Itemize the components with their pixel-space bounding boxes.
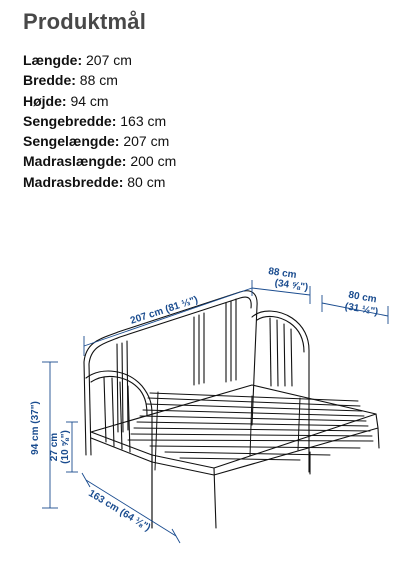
dim-bed-height-cm-label: 27 cm: [49, 432, 60, 462]
spec-width: [23, 70, 176, 90]
spec-label: Madraslængde:: [23, 153, 127, 170]
daybed-illustration: [84, 291, 379, 528]
spec-label: Bredde:: [23, 72, 76, 89]
page-title: Produktmål: [23, 9, 147, 34]
spec-value: 207 cm: [119, 133, 170, 150]
dim-bed-height-in-label: (10 ⅝"): [60, 430, 71, 464]
dim-width-in-label: (34 ⅝"): [273, 277, 309, 294]
spec-label: Sengebredde:: [23, 112, 117, 129]
spec-list: [23, 50, 176, 192]
spec-mattress-length: [23, 151, 176, 171]
spec-bed-width: [23, 111, 176, 131]
spec-label: Madrasbredde:: [23, 173, 124, 190]
dim-bed-width-label: 163 cm (64 ⅛"): [86, 488, 153, 534]
dim-mattress-width-in-label: (31 ½"): [343, 301, 379, 318]
dim-width-cm-label: 88 cm: [267, 266, 298, 281]
spec-value: 80 cm: [123, 173, 166, 190]
spec-value: 200 cm: [126, 153, 177, 170]
dim-length-label: 207 cm (81 ⅓"): [129, 294, 200, 327]
spec-value: 163 cm: [116, 112, 167, 129]
dim-height-label: 94 cm (37"): [30, 401, 41, 455]
spec-value: 94 cm: [66, 92, 109, 109]
spec-length: [23, 50, 176, 70]
spec-height: [23, 91, 176, 111]
spec-bed-length: [23, 131, 176, 151]
spec-mattress-width: [23, 172, 176, 192]
bed-slats: [128, 392, 373, 470]
daybed-dimension-drawing: [0, 240, 414, 575]
spec-value: 207 cm: [82, 52, 132, 68]
spec-label: Længde:: [23, 52, 83, 68]
spec-label: Højde:: [23, 92, 67, 109]
spec-label: Sengelængde:: [23, 133, 120, 150]
back-rail: [84, 291, 257, 455]
dim-mattress-width-cm-label: 80 cm: [347, 289, 378, 306]
spec-value: 88 cm: [75, 72, 118, 89]
